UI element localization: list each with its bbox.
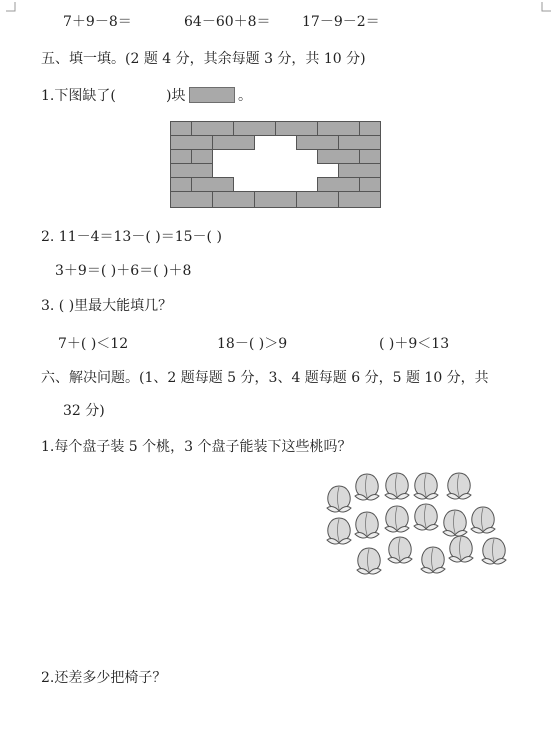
peach-icon — [443, 510, 467, 536]
equation-2: 64－60＋8＝ — [184, 14, 271, 30]
brick-swatch-icon — [189, 87, 235, 103]
peaches-figure — [318, 468, 514, 580]
peach-icon — [327, 486, 351, 512]
s5-q3-item-3: ( )＋9＜13 — [379, 336, 450, 352]
equation-1: 7＋9－8＝ — [63, 14, 132, 30]
s5-q3-item-2: 18－( )＞9 — [217, 336, 288, 352]
corner-mark-left — [6, 2, 16, 12]
s5-q3-item-1: 7＋( )＜12 — [58, 336, 129, 352]
s5-q1-end: 。 — [238, 88, 252, 104]
s5-q2-line2: 3＋9＝( )＋6＝( )＋8 — [55, 263, 192, 279]
peach-icon — [357, 548, 381, 574]
section6-heading-line2: 32 分) — [63, 403, 105, 419]
equation-3: 17－9－2＝ — [302, 14, 380, 30]
peach-icon — [447, 473, 471, 499]
peach-icon — [385, 506, 409, 532]
s5-q1-suffix: )块 — [166, 88, 186, 104]
section5-heading: 五、填一填。(2 题 4 分，其余每题 3 分，共 10 分) — [41, 51, 366, 67]
peach-icon — [327, 518, 351, 544]
peach-icon — [388, 537, 412, 563]
peach-icon — [385, 473, 409, 499]
peach-icon — [482, 538, 506, 564]
corner-mark-right — [541, 2, 551, 12]
s5-q3-title: 3. ( )里最大能填几？ — [41, 298, 173, 314]
s6-q1: 1.每个盘子装 5 个桃，3 个盘子能装下这些桃吗？ — [41, 439, 352, 455]
peach-icon — [471, 507, 495, 533]
peach-icon — [414, 473, 438, 499]
brick-wall-figure — [170, 121, 382, 209]
s5-q2-line1: 2. 11－4＝13－( )＝15－( ) — [41, 229, 222, 245]
peach-icon — [421, 547, 445, 573]
s6-q2: 2.还差多少把椅子？ — [41, 670, 167, 686]
peach-icon — [355, 474, 379, 500]
peach-icon — [414, 504, 438, 530]
peach-icon — [355, 512, 379, 538]
section6-heading-line1: 六、解决问题。(1、2 题每题 5 分，3、4 题每题 6 分，5 题 10 分，共 — [41, 370, 489, 386]
s5-q1-prefix: 1.下图缺了( — [41, 88, 116, 104]
peach-icon — [449, 536, 473, 562]
